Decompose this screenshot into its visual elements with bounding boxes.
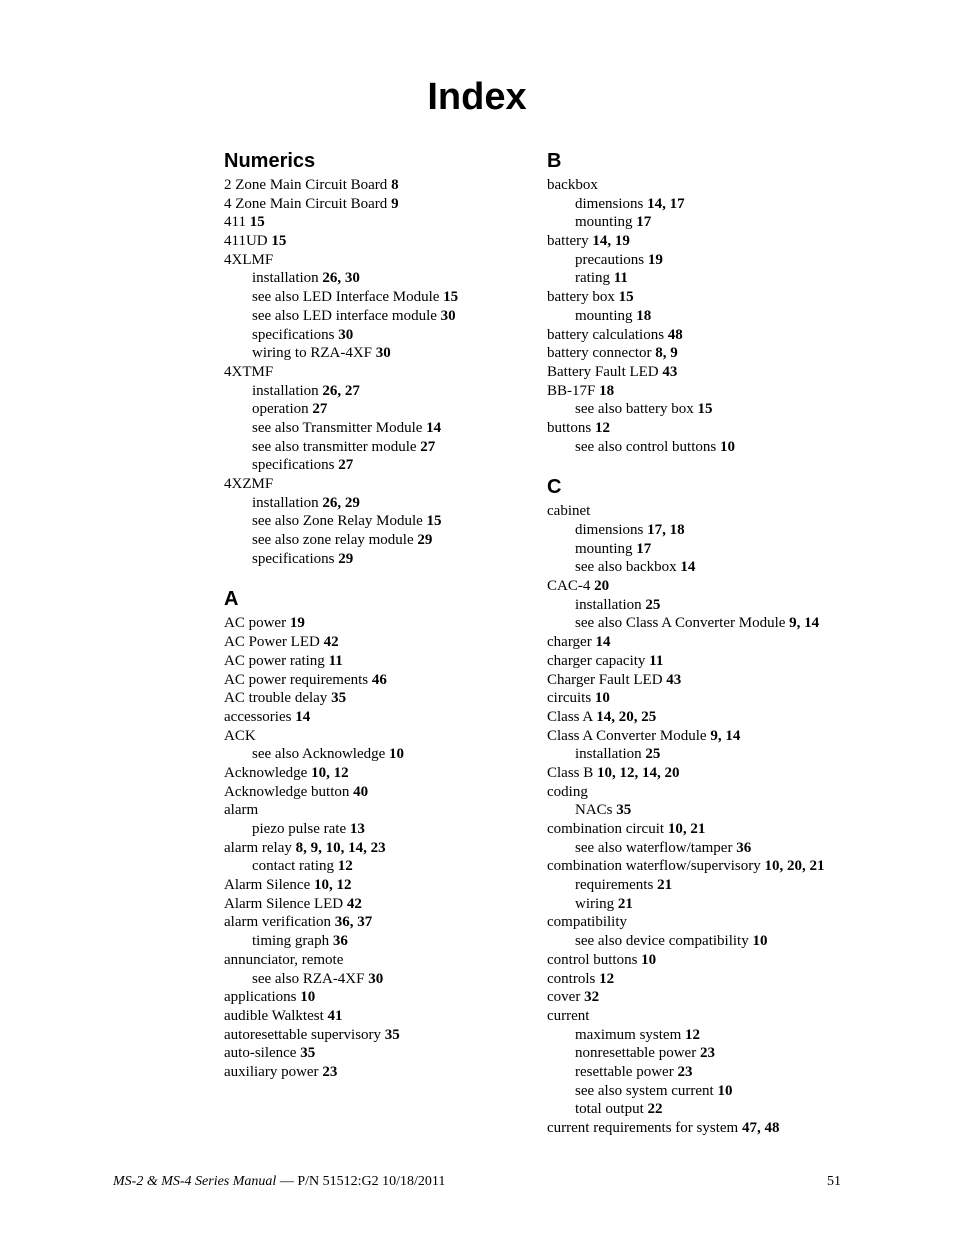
index-subentry — [224, 550, 544, 569]
index-entry — [224, 764, 544, 783]
entry-page-refs: 19 — [289, 615, 305, 632]
index-entry — [224, 951, 544, 970]
entry-term: rating — [575, 270, 610, 287]
entry-page-refs: 47, 48 — [741, 1120, 780, 1136]
entry-term: dimensions — [575, 195, 644, 212]
entry-term: ACK — [224, 727, 256, 744]
entry-term: AC power rating — [224, 652, 325, 669]
index-entry — [547, 382, 867, 401]
index-subentry — [224, 307, 544, 326]
entry-term: installation — [252, 382, 319, 399]
index-entry — [224, 708, 544, 727]
entry-page-refs: 8, 9 — [655, 345, 678, 362]
entry-page-refs: 15 — [249, 214, 265, 231]
page-title: Index — [427, 76, 527, 118]
entry-term: AC trouble delay — [224, 690, 328, 707]
entry-page-refs: 15 — [697, 401, 713, 418]
entry-term: maximum system — [575, 1026, 682, 1043]
index-entry — [224, 176, 544, 195]
entry-page-refs: 35 — [300, 1045, 316, 1062]
index-entry — [547, 689, 867, 708]
entry-term: autoresettable supervisory — [224, 1026, 382, 1043]
index-entry — [547, 419, 867, 438]
entry-page-refs: 41 — [327, 1007, 343, 1024]
index-subentry — [224, 326, 544, 345]
entry-page-refs: 15 — [618, 289, 634, 306]
entry-page-refs: 25 — [645, 746, 661, 763]
index-entry — [547, 708, 867, 727]
index-subentry — [547, 251, 867, 270]
index-entry — [224, 783, 544, 802]
entry-term: Class A Converter Module — [547, 727, 707, 744]
index-entry — [224, 652, 544, 671]
entry-page-refs: 11 — [649, 652, 664, 669]
entry-term: mounting — [575, 307, 633, 324]
entry-page-refs: 10 — [717, 1082, 733, 1099]
entry-term: installation — [252, 270, 319, 287]
entry-term: Acknowledge — [224, 764, 308, 781]
index-entry — [224, 232, 544, 251]
footer-manual-info — [113, 1174, 445, 1190]
index-section — [547, 146, 867, 456]
entry-page-refs: 8, 9, 10, 14, 23 — [295, 839, 386, 856]
entry-page-refs: 10, 20, 21 — [764, 858, 825, 875]
entry-term: accessories — [224, 708, 292, 725]
index-column-right — [547, 146, 867, 1138]
entry-page-refs: 15 — [271, 233, 287, 250]
entry-page-refs: 12 — [337, 858, 353, 875]
index-entry — [547, 288, 867, 307]
entry-page-refs: 14 — [295, 708, 311, 725]
section-heading: Numerics — [224, 150, 316, 172]
index-entry — [547, 1119, 867, 1138]
entry-term: 4 Zone Main Circuit Board — [224, 195, 388, 212]
entry-term: AC Power LED — [224, 634, 320, 651]
entry-page-refs: 36 — [332, 933, 348, 950]
entry-page-refs: 36 — [736, 839, 752, 856]
entry-term: precautions — [575, 251, 645, 268]
index-subentry — [547, 1082, 867, 1101]
entry-page-refs: 9, 14 — [789, 615, 820, 632]
index-entry — [547, 176, 867, 195]
entry-page-refs: 26, 27 — [322, 382, 360, 399]
index-entry — [547, 1007, 867, 1026]
index-subentry — [547, 269, 867, 288]
entry-term: combination waterflow/supervisory — [547, 858, 761, 875]
index-entry — [547, 652, 867, 671]
entry-term: see also Transmitter Module — [252, 419, 423, 436]
entry-page-refs: 21 — [617, 895, 633, 912]
entry-page-refs: 11 — [613, 270, 628, 287]
index-entry — [547, 363, 867, 382]
entry-term: installation — [252, 494, 319, 511]
entry-term: see also LED interface module — [252, 307, 437, 324]
entry-term: see also Zone Relay Module — [252, 513, 423, 530]
index-entry — [224, 1063, 544, 1082]
index-entry — [547, 764, 867, 783]
index-subentry — [547, 745, 867, 764]
index-subentry — [547, 1063, 867, 1082]
entry-term: see also Acknowledge — [252, 746, 386, 763]
index-entry — [224, 913, 544, 932]
footer-page-number: 51 — [827, 1174, 841, 1189]
index-subentry — [224, 745, 544, 764]
entry-term: see also RZA-4XF — [252, 970, 365, 987]
index-entry — [224, 988, 544, 1007]
entry-page-refs: 10 — [752, 933, 768, 950]
entry-page-refs: 26, 30 — [322, 270, 360, 287]
entry-term: auto-silence — [224, 1045, 297, 1062]
index-entry — [547, 633, 867, 652]
entry-page-refs: 35 — [331, 690, 347, 707]
entry-term: installation — [575, 596, 642, 613]
entry-page-refs: 15 — [426, 513, 442, 530]
index-subentry — [547, 596, 867, 615]
entry-term: alarm relay — [224, 839, 292, 856]
entry-term: battery connector — [547, 345, 652, 362]
index-entry — [547, 232, 867, 251]
entry-term: controls — [547, 970, 596, 987]
entry-term: alarm — [224, 802, 259, 819]
index-subentry — [547, 307, 867, 326]
entry-term: applications — [224, 989, 297, 1006]
entry-page-refs: 27 — [420, 438, 436, 455]
entry-page-refs: 14, 17 — [647, 195, 685, 212]
index-entry — [547, 783, 867, 802]
index-entry — [547, 857, 867, 876]
index-subentry — [547, 895, 867, 914]
entry-term: see also Class A Converter Module — [575, 615, 786, 632]
index-subentry — [547, 540, 867, 559]
entry-page-refs: 30 — [440, 307, 456, 324]
entry-term: 4XLMF — [224, 251, 274, 268]
index-subentry — [224, 419, 544, 438]
index-entry — [224, 1026, 544, 1045]
index-subentry — [547, 1044, 867, 1063]
index-subentry — [547, 614, 867, 633]
entry-page-refs: 29 — [338, 550, 354, 567]
footer-part-info: — P/N 51512:G2 10/18/2011 — [276, 1174, 446, 1189]
entry-term: current — [547, 1007, 590, 1024]
entry-term: control buttons — [547, 951, 638, 968]
entry-page-refs: 10, 12, 14, 20 — [597, 764, 680, 781]
index-entry — [547, 820, 867, 839]
entry-term: Acknowledge button — [224, 783, 350, 800]
entry-term: combination circuit — [547, 821, 665, 837]
entry-page-refs: 12 — [685, 1026, 700, 1043]
entry-term: charger — [547, 634, 592, 651]
index-entry — [547, 326, 867, 345]
entry-term: 411UD — [224, 233, 268, 250]
entry-page-refs: 23 — [677, 1063, 693, 1080]
entry-page-refs: 17 — [636, 214, 652, 231]
entry-term: circuits — [547, 690, 592, 707]
entry-page-refs: 27 — [312, 401, 328, 418]
index-section — [224, 146, 544, 568]
index-subentry — [547, 876, 867, 895]
entry-page-refs: 42 — [346, 895, 362, 912]
entry-term: see also system current — [575, 1082, 714, 1099]
entry-page-refs: 35 — [616, 802, 632, 819]
index-subentry — [547, 932, 867, 951]
entry-term: Class A — [547, 708, 593, 725]
entry-term: 2 Zone Main Circuit Board — [224, 177, 388, 193]
index-entry — [224, 801, 544, 820]
entry-page-refs: 40 — [353, 783, 369, 800]
entry-term: see also battery box — [575, 401, 694, 418]
index-subentry — [224, 970, 544, 989]
entry-term: AC power requirements — [224, 671, 369, 688]
entry-term: 411 — [224, 214, 246, 231]
section-heading: C — [547, 476, 562, 499]
entry-term: battery box — [547, 289, 615, 306]
entry-term: see also backbox — [575, 559, 677, 576]
index-subentry — [224, 820, 544, 839]
index-entry — [547, 671, 867, 690]
entry-term: NACs — [575, 802, 613, 819]
entry-page-refs: 18 — [599, 382, 615, 399]
index-entry — [224, 895, 544, 914]
entry-page-refs: 32 — [584, 989, 600, 1006]
entry-term: Alarm Silence LED — [224, 895, 344, 912]
entry-term: cover — [547, 989, 581, 1006]
entry-term: battery — [547, 233, 589, 250]
entry-page-refs: 14 — [426, 419, 442, 436]
entry-term: specifications — [252, 326, 335, 343]
index-subentry — [547, 801, 867, 820]
entry-term: see also control buttons — [575, 438, 717, 455]
index-subentry — [224, 531, 544, 550]
entry-term: Class B — [547, 764, 594, 781]
index-entry — [224, 839, 544, 858]
entry-page-refs: 23 — [699, 1045, 715, 1062]
entry-page-refs: 17 — [636, 540, 652, 557]
index-subentry — [224, 269, 544, 288]
entry-term: AC power — [224, 615, 287, 632]
index-entry — [547, 913, 867, 932]
entry-term: requirements — [575, 877, 654, 894]
entry-term: buttons — [547, 419, 592, 436]
entry-term: dimensions — [575, 522, 644, 538]
index-entry — [224, 213, 544, 232]
entry-page-refs: 14 — [680, 559, 696, 576]
index-entry — [547, 951, 867, 970]
entry-term: 4XZMF — [224, 476, 274, 492]
entry-page-refs: 18 — [636, 307, 652, 324]
index-subentry — [224, 456, 544, 475]
index-subentry — [224, 288, 544, 307]
entry-term: 4XTMF — [224, 363, 274, 380]
entry-term: Battery Fault LED — [547, 363, 659, 380]
entry-page-refs: 43 — [662, 363, 678, 380]
index-subentry — [547, 839, 867, 858]
index-subentry — [224, 857, 544, 876]
entry-page-refs: 10 — [641, 951, 657, 968]
entry-page-refs: 11 — [328, 652, 343, 669]
entry-term: cabinet — [547, 503, 591, 520]
index-subentry — [224, 344, 544, 363]
entry-term: charger capacity — [547, 652, 646, 669]
entry-page-refs: 10, 21 — [667, 821, 706, 837]
index-entry — [547, 970, 867, 989]
entry-term: Charger Fault LED — [547, 671, 663, 688]
index-subentry — [547, 400, 867, 419]
entry-page-refs: 10, 12 — [311, 764, 349, 781]
index-subentry — [547, 213, 867, 232]
entry-page-refs: 23 — [322, 1063, 338, 1080]
index-entry — [547, 727, 867, 746]
entry-page-refs: 20 — [594, 578, 610, 595]
entry-page-refs: 26, 29 — [322, 494, 360, 511]
entry-page-refs: 17, 18 — [647, 522, 685, 538]
entry-page-refs: 10 — [300, 989, 316, 1006]
entry-term: piezo pulse rate — [252, 821, 347, 837]
entry-term: see also zone relay module — [252, 532, 414, 549]
entry-term: coding — [547, 783, 588, 800]
index-section — [547, 472, 867, 1137]
entry-term: compatibility — [547, 914, 627, 931]
entry-term: see also waterflow/tamper — [575, 839, 733, 856]
index-entry — [224, 1044, 544, 1063]
index-entry — [224, 363, 544, 382]
index-section — [224, 584, 544, 1081]
entry-term: resettable power — [575, 1063, 674, 1080]
index-entry — [224, 671, 544, 690]
entry-term: current requirements for system — [547, 1120, 739, 1136]
entry-page-refs: 9 — [391, 195, 399, 212]
entry-page-refs: 48 — [667, 326, 683, 343]
index-subentry — [547, 1026, 867, 1045]
index-entry — [224, 195, 544, 214]
index-subentry — [547, 521, 867, 540]
entry-term: BB-17F — [547, 382, 596, 399]
entry-page-refs: 15 — [443, 289, 459, 306]
entry-term: auxiliary power — [224, 1063, 319, 1080]
section-heading: A — [224, 588, 239, 611]
index-subentry — [224, 494, 544, 513]
entry-page-refs: 10 — [719, 438, 735, 455]
index-entry — [224, 727, 544, 746]
index-column-left — [224, 146, 544, 1082]
entry-term: operation — [252, 401, 309, 418]
section-heading: B — [547, 150, 562, 172]
entry-page-refs: 14, 20, 25 — [596, 708, 657, 725]
entry-page-refs: 30 — [375, 345, 391, 362]
index-subentry — [547, 558, 867, 577]
entry-page-refs: 36, 37 — [334, 914, 373, 931]
index-entry — [547, 344, 867, 363]
index-entry — [224, 633, 544, 652]
index-subentry — [224, 512, 544, 531]
index-subentry — [547, 1100, 867, 1119]
entry-term: total output — [575, 1101, 644, 1118]
index-subentry — [224, 438, 544, 457]
entry-page-refs: 43 — [666, 671, 682, 688]
index-subentry — [224, 932, 544, 951]
entry-term: see also transmitter module — [252, 438, 417, 455]
entry-page-refs: 13 — [349, 821, 365, 837]
index-subentry — [224, 382, 544, 401]
entry-term: specifications — [252, 550, 335, 567]
entry-page-refs: 27 — [338, 457, 354, 474]
entry-term: wiring to RZA-4XF — [252, 345, 372, 362]
entry-page-refs: 22 — [647, 1101, 663, 1118]
index-subentry — [547, 438, 867, 457]
entry-page-refs: 10 — [389, 746, 405, 763]
entry-term: annunciator, remote — [224, 951, 344, 968]
entry-term: nonresettable power — [575, 1045, 697, 1062]
entry-term: see also device compatibility — [575, 933, 749, 950]
entry-page-refs: 29 — [417, 532, 433, 549]
entry-page-refs: 46 — [371, 671, 387, 688]
index-entry — [224, 1007, 544, 1026]
index-entry — [224, 614, 544, 633]
entry-page-refs: 8 — [391, 177, 399, 193]
entry-page-refs: 30 — [338, 326, 354, 343]
footer-manual-title: MS-2 & MS-4 Series Manual — [113, 1174, 277, 1189]
entry-term: specifications — [252, 457, 335, 474]
index-subentry — [547, 195, 867, 214]
entry-term: Alarm Silence — [224, 877, 311, 894]
index-entry — [224, 475, 544, 494]
entry-term: wiring — [575, 895, 615, 912]
entry-page-refs: 19 — [647, 251, 663, 268]
index-entry — [224, 251, 544, 270]
entry-page-refs: 12 — [594, 419, 610, 436]
entry-term: CAC-4 — [547, 578, 591, 595]
index-entry — [547, 988, 867, 1007]
entry-page-refs: 10 — [594, 690, 610, 707]
index-subentry — [224, 400, 544, 419]
entry-page-refs: 25 — [645, 596, 661, 613]
entry-page-refs: 42 — [323, 634, 339, 651]
entry-term: backbox — [547, 177, 598, 193]
entry-page-refs: 21 — [657, 877, 673, 894]
entry-term: installation — [575, 746, 642, 763]
entry-page-refs: 30 — [368, 970, 384, 987]
entry-page-refs: 35 — [384, 1026, 400, 1043]
index-entry — [224, 876, 544, 895]
entry-term: battery calculations — [547, 326, 665, 343]
entry-term: audible Walktest — [224, 1007, 324, 1024]
entry-page-refs: 14 — [595, 634, 611, 651]
entry-page-refs: 9, 14 — [710, 727, 741, 744]
entry-page-refs: 10, 12 — [313, 877, 352, 894]
entry-page-refs: 14, 19 — [592, 233, 630, 250]
entry-term: timing graph — [252, 933, 330, 950]
entry-term: contact rating — [252, 858, 335, 875]
entry-term: mounting — [575, 214, 633, 231]
entry-term: see also LED Interface Module — [252, 289, 440, 306]
entry-term: alarm verification — [224, 914, 332, 931]
index-entry — [547, 577, 867, 596]
entry-term: mounting — [575, 540, 633, 557]
entry-page-refs: 12 — [599, 970, 615, 987]
index-entry — [547, 502, 867, 521]
index-entry — [224, 689, 544, 708]
